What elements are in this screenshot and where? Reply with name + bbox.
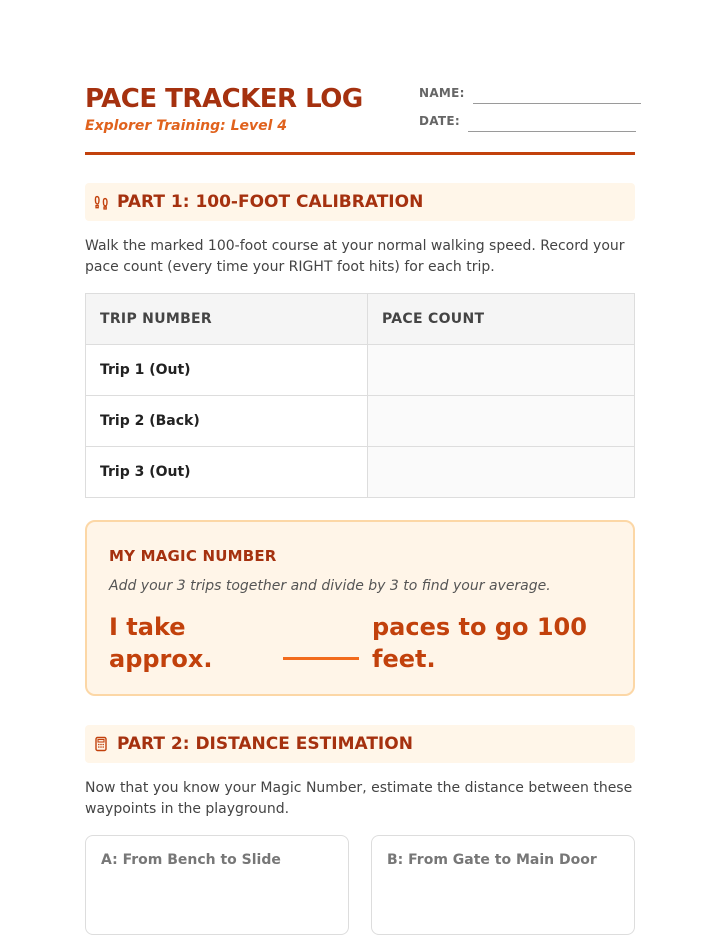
waypoint-card-a[interactable] (85, 835, 349, 935)
trip-cell: Trip 2 (Back) (86, 396, 368, 447)
name-field[interactable] (419, 86, 641, 100)
table-header-row (86, 294, 635, 345)
part2-section-header (85, 725, 635, 763)
waypoint-label: A: From Bench to Slide (101, 852, 281, 868)
waypoint-card-b[interactable] (371, 835, 635, 935)
footprints-icon (93, 194, 109, 210)
pace-count-cell[interactable] (368, 345, 635, 396)
magic-number-box (85, 520, 635, 696)
magic-number-blank[interactable] (283, 657, 359, 660)
magic-left-text: I take approx. (109, 613, 213, 673)
pace-count-header: PACE COUNT (368, 294, 635, 345)
waypoint-label: B: From Gate to Main Door (387, 852, 597, 868)
table-row (86, 396, 635, 447)
pace-count-cell[interactable] (368, 447, 635, 498)
pace-count-cell[interactable] (368, 396, 635, 447)
trip-number-header: TRIP NUMBER (86, 294, 368, 345)
calibration-table (85, 293, 635, 498)
header-divider (85, 152, 635, 155)
worksheet-header (85, 80, 635, 150)
name-line[interactable] (473, 102, 641, 104)
trip-cell: Trip 3 (Out) (86, 447, 368, 498)
part1-section-header (85, 183, 635, 221)
name-label: NAME: (419, 86, 465, 100)
table-row (86, 447, 635, 498)
part2-title: PART 2: DISTANCE ESTIMATION (117, 734, 413, 754)
date-field[interactable] (419, 114, 636, 128)
date-line[interactable] (468, 130, 636, 132)
part1-title: PART 1: 100-FOOT CALIBRATION (117, 192, 424, 212)
page-title: PACE TRACKER LOG (85, 84, 363, 114)
part2-instructions: Now that you know your Magic Number, estimate the distance between these waypoints in the playground. (85, 780, 633, 817)
page-subtitle: Explorer Training: Level 4 (85, 118, 288, 134)
magic-right-text: paces to go 100 feet. (372, 613, 587, 673)
table-row (86, 345, 635, 396)
magic-number-hint: Add your 3 trips together and divide by 3 to find your average. (109, 578, 551, 594)
calculator-icon (93, 736, 109, 752)
magic-number-title: MY MAGIC NUMBER (109, 547, 277, 565)
trip-cell: Trip 1 (Out) (86, 345, 368, 396)
date-label: DATE: (419, 114, 460, 128)
part1-instructions: Walk the marked 100-foot course at your normal walking speed. Record your pace count (every time your RIGHT foot hits) for each trip. (85, 238, 625, 275)
